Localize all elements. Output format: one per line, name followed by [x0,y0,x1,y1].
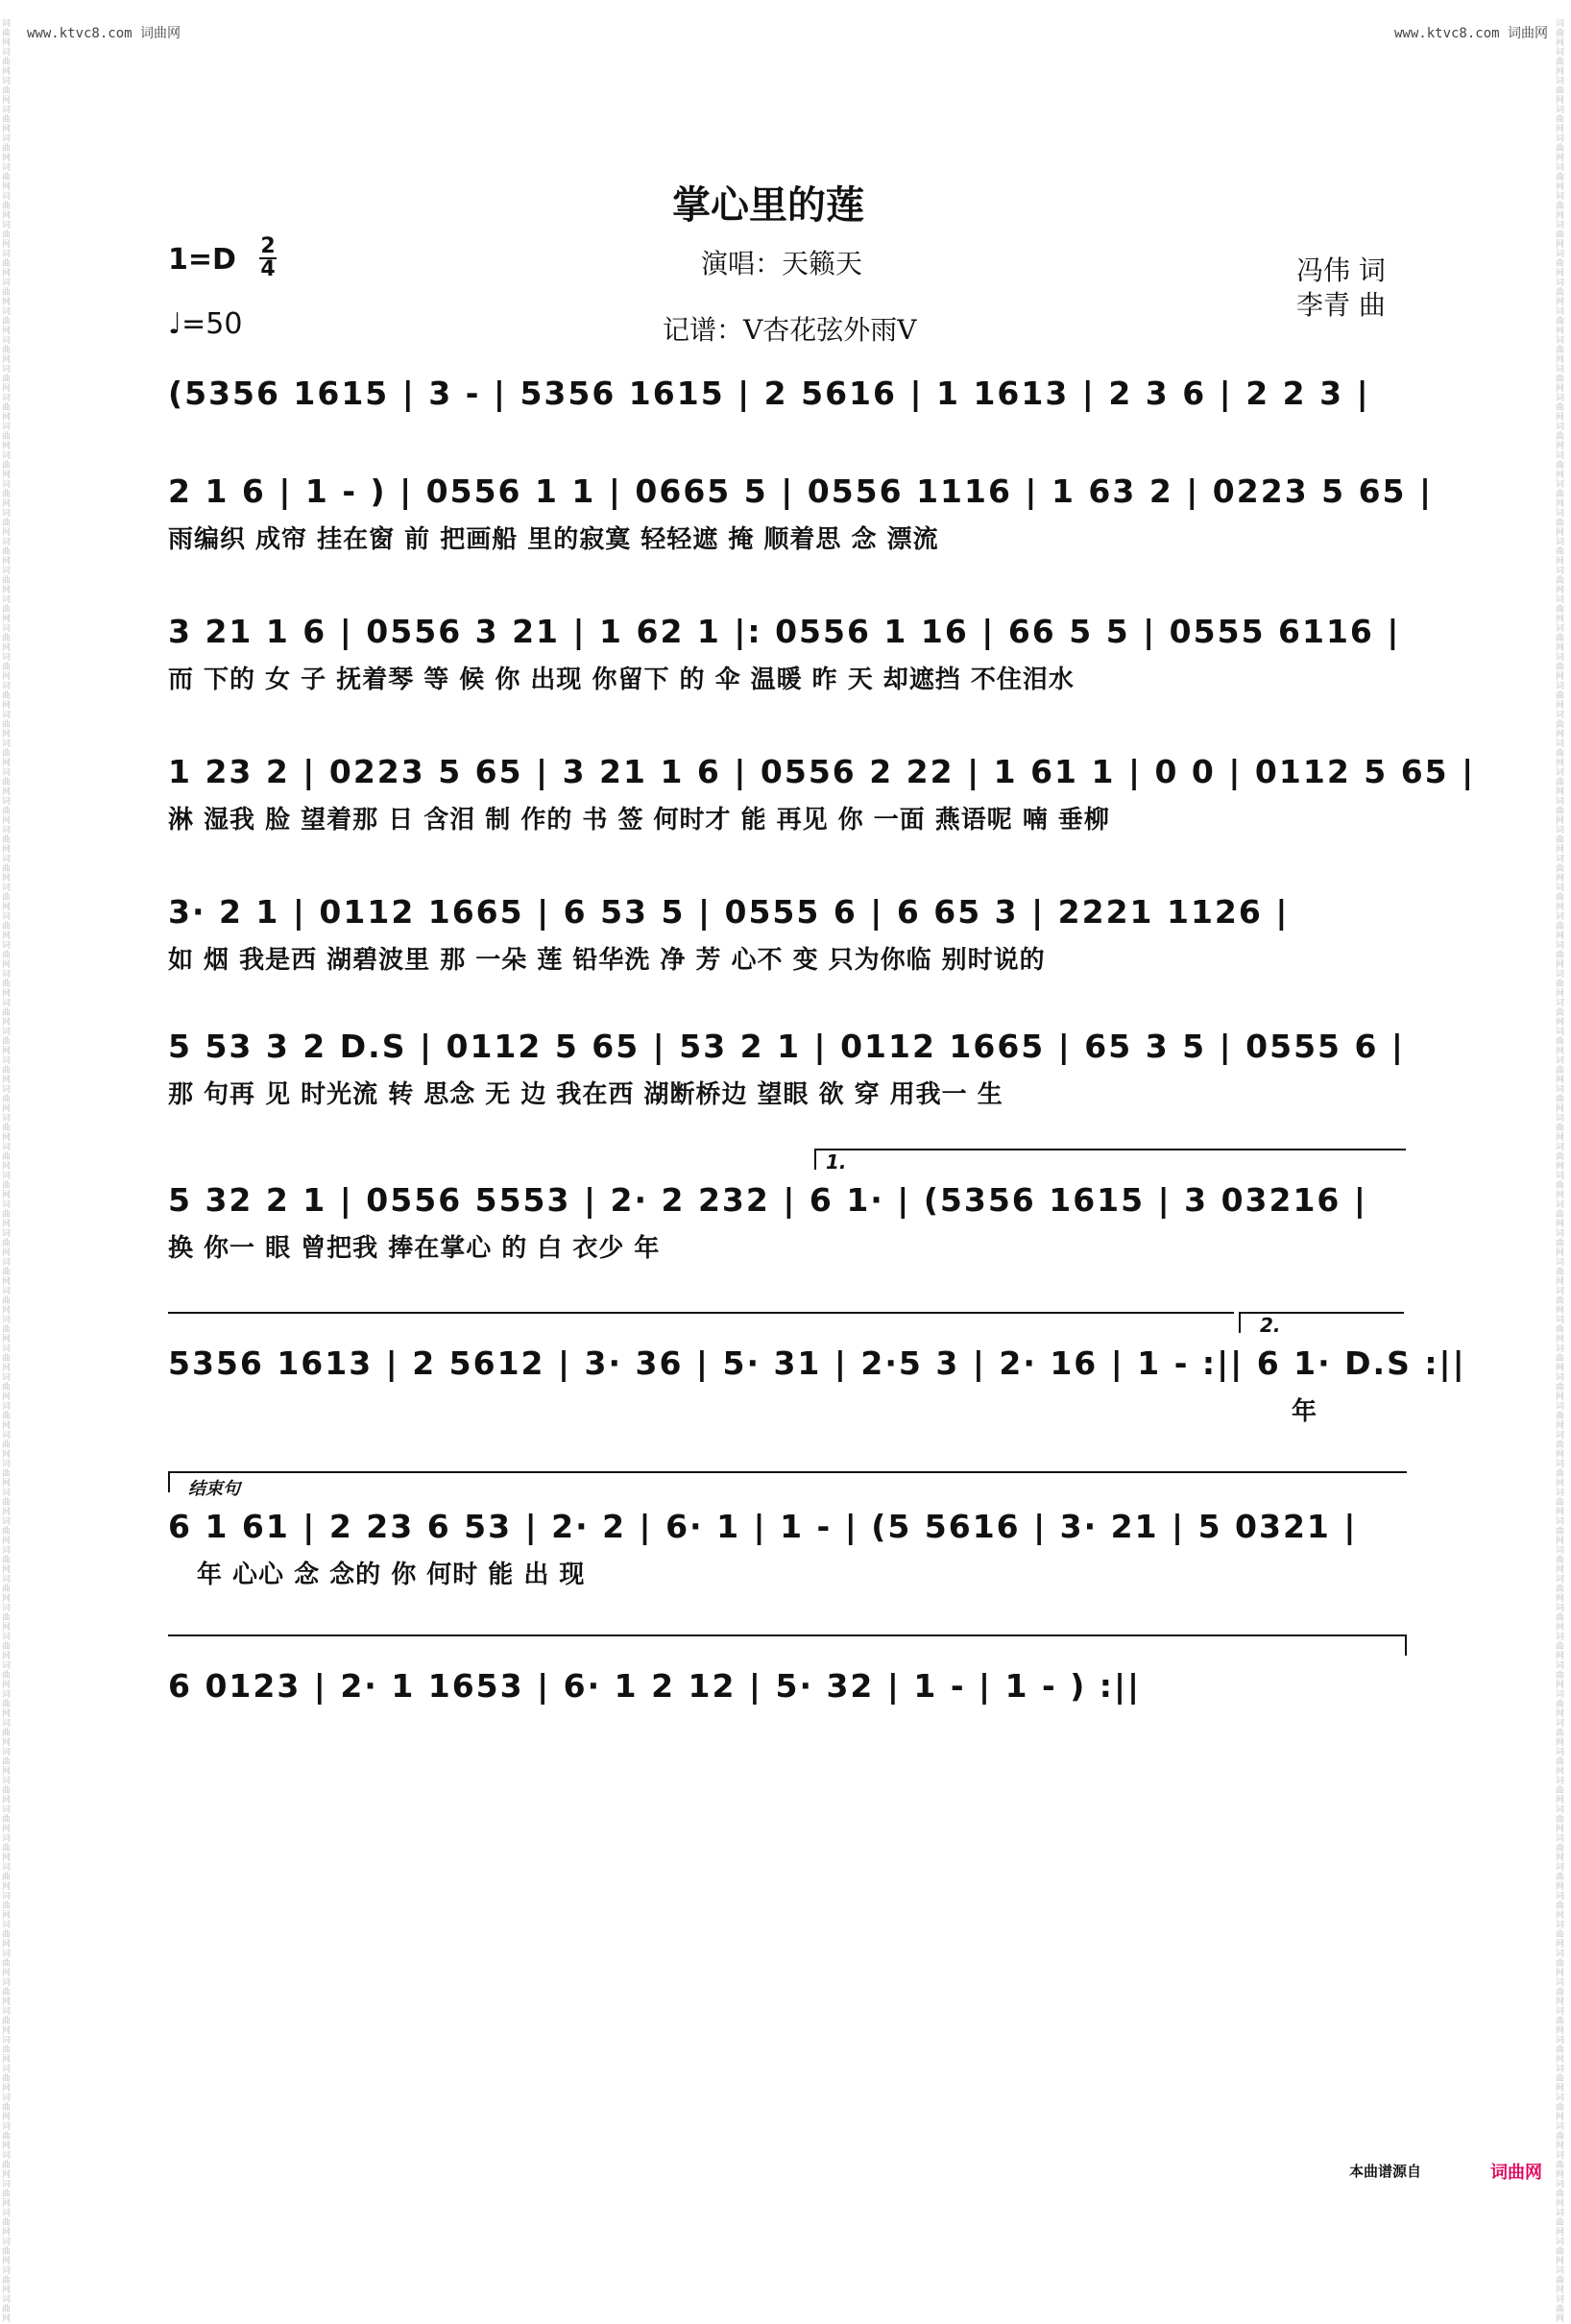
score-row [168,743,1476,839]
score-row [168,463,1434,559]
lyricist: 冯伟 词 [1296,254,1386,286]
lyric-line: 年 [1292,1397,1318,1426]
notation-line: 3 21 1 6 | 0556 3 21 | 1 62 1 |: 0556 1 16 | 66 5 5 | 0555 6116 | [168,613,1401,650]
lyric-line: 雨编织 成帘 挂在窗 前 把画船 里的寂寞 轻轻遮 掩 顺着思 念 漂流 [168,525,939,554]
score-row [168,603,1407,699]
notation-line: 6 0123 | 2· 1 1653 | 6· 1 2 12 | 5· 32 | 1 - | 1 - ) :|| [168,1667,1142,1705]
composer: 李青 曲 [1296,289,1386,321]
notation-line: 5356 1613 | 2 5612 | 3· 36 | 5· 31 | 2·5 3 | 2· 16 | 1 - :|| 6 1· D.S :|| [168,1344,1466,1382]
volta-label-1: 1. [826,1150,847,1174]
notation-line: 6 1 61 | 2 23 6 53 | 2· 2 | 6· 1 | 1 - | (5 5616 | 3· 21 | 5 0321 | [168,1508,1358,1545]
score-row [168,1335,1466,1431]
transcriber: 记谱：V杏花弦外雨V [663,314,917,346]
score-row [168,1658,1407,1754]
time-signature [259,236,277,280]
watermark-left: www.ktvc8.com 词曲网 [27,26,181,41]
notation-line: 1 23 2 | 0223 5 65 | 3 21 1 6 | 0556 2 22 | 1 61 1 | 0 0 | 0112 5 65 | [168,753,1476,790]
lyric-line: 换 你一 眼 曾把我 捧在掌心 的 白 衣少 年 [168,1234,661,1263]
side-watermark-left: 词曲网 词曲网 词曲网 词曲网 词曲网 词曲网 词曲网 词曲网 词曲网 词曲网 词曲网 词曲网 词曲网 词曲网 词曲网 词曲网 词曲网 词曲网 词曲网 词曲网 词曲网 词曲网 词曲网 词曲网 词曲网 词曲网 词曲网 词曲网 词曲网 词曲网 词曲网 词曲网 词曲网 词曲网 词曲网 词曲网 词曲网 词曲网 词曲网 词曲网 词曲网 词曲网 词曲网 词曲网 词曲网 词曲网 词曲网 词曲网 词曲网 词曲网 词曲网 词曲网 词曲网 词曲网 词曲网 词曲网 词曲网 词曲网 词曲网 词曲网 词曲网 词曲网 词曲网 词曲网 词曲网 词曲网 词曲网 词曲网 词曲网 词曲网 词曲网 词曲网 词曲网 词曲网 词曲网 词曲网 词曲网 词曲网 词曲网 词曲网 [2,19,12,2324]
time-sig-bottom: 4 [260,257,276,281]
page-title: 掌心里的莲 [672,183,864,228]
coda-bracket [168,1471,1407,1492]
volta-label-2: 2. [1260,1314,1281,1337]
notation-line: 5 32 2 1 | 0556 5553 | 2· 2 232 | 6 1· | (5356 1615 | 3 03216 | [168,1181,1367,1219]
notation-line: 5 53 3 2 D.S | 0112 5 65 | 53 2 1 | 0112 1665 | 65 3 5 | 0555 6 | [168,1028,1405,1065]
volta-bracket-1-cont [168,1312,1234,1333]
score-row [168,365,1407,461]
notation-line: 3· 2 1 | 0112 1665 | 6 53 5 | 0555 6 | 6 65 3 | 2221 1126 | [168,893,1290,931]
footer-source: 本曲谱源自 [1349,2163,1422,2180]
singer: 演唱：天籁天 [701,248,863,279]
watermark-right: www.ktvc8.com 词曲网 [1394,26,1549,41]
score-row [168,1172,1407,1268]
notation-line: 2 1 6 | 1 - ) | 0556 1 1 | 0665 5 | 0556 1116 | 1 63 2 | 0223 5 65 | [168,472,1434,510]
key-signature: 1=D [168,243,236,277]
volta-bracket-1 [814,1149,1406,1170]
footer-logo[interactable]: 词曲网 [1490,2163,1542,2183]
lyric-line [168,1715,1407,1754]
lyric-line: 那 句再 见 时光流 转 思念 无 边 我在西 湖断桥边 望眼 欲 穿 用我一 生 [168,1080,1003,1109]
score-row [168,1018,1407,1114]
notation-line: (5356 1615 | 3 - | 5356 1615 | 2 5616 | 1 1613 | 2 3 6 | 2 2 3 | [168,375,1370,412]
tempo: ♩=50 [168,307,243,341]
score-row [168,1498,1407,1594]
lyric-line: 年 心心 念 念的 你 何时 能 出 现 [197,1561,586,1589]
side-watermark-right: 词曲网 词曲网 词曲网 词曲网 词曲网 词曲网 词曲网 词曲网 词曲网 词曲网 词曲网 词曲网 词曲网 词曲网 词曲网 词曲网 词曲网 词曲网 词曲网 词曲网 词曲网 词曲网 词曲网 词曲网 词曲网 词曲网 词曲网 词曲网 词曲网 词曲网 词曲网 词曲网 词曲网 词曲网 词曲网 词曲网 词曲网 词曲网 词曲网 词曲网 词曲网 词曲网 词曲网 词曲网 词曲网 词曲网 词曲网 词曲网 词曲网 词曲网 词曲网 词曲网 词曲网 词曲网 词曲网 词曲网 词曲网 词曲网 词曲网 词曲网 词曲网 词曲网 词曲网 词曲网 词曲网 词曲网 词曲网 词曲网 词曲网 词曲网 词曲网 词曲网 词曲网 词曲网 词曲网 词曲网 词曲网 词曲网 词曲网 词曲网 [1556,19,1565,2324]
lyric-line: 如 烟 我是西 湖碧波里 那 一朵 莲 铅华洗 净 芳 心不 变 只为你临 别时说的 [168,946,1046,975]
lyric-line: 而 下的 女 子 抚着琴 等 候 你 出现 你留下 的 伞 温暖 昨 天 却遮挡 不住泪水 [168,666,1075,694]
lyric-line [168,423,1407,461]
lyric-line: 淋 湿我 脸 望着那 日 含泪 制 作的 书 签 何时才 能 再见 你 一面 燕语呢 喃 垂柳 [168,806,1110,835]
time-sig-top: 2 [260,234,276,258]
score-row [168,884,1407,980]
ending-bracket [168,1634,1407,1656]
coda-label: 结束句 [188,1479,240,1499]
